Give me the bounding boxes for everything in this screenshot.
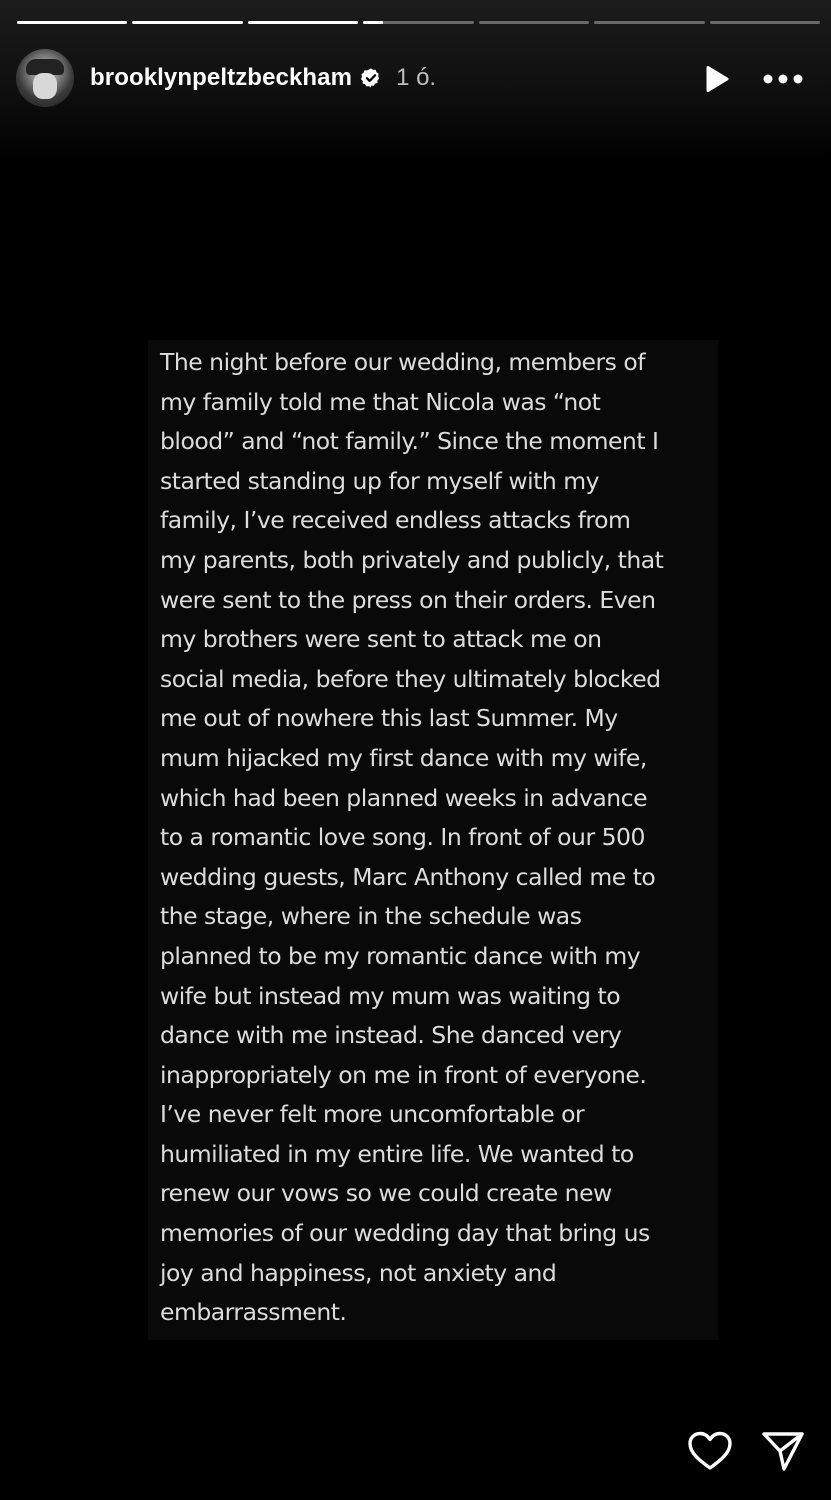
story-body-text: The night before our wedding, members of my family told me that Nicola was “not blood” and “not family.” Since the moment I started standing up for myself with my family, I’ve received endless attacks from my parents, both privately and publicly, that were sent to the press on their orders. Even my brothers were sent to attack me on social media, before they ultimately blocked me out of nowhere this last Summer. My mum hijacked my first dance with my wife, which had been planned weeks in advance to a romantic love song. In front of our 500 wedding guests, Marc Anthony called me to the stage, where in the schedule was planned to be my romantic dance with my wife but instead my mum was waiting to dance with me instead. She danced very inappropriately on me in front of everyone. I’ve never felt more uncomfortable or humiliated in my entire life. We wanted to renew our vows so we could create new memories of our wedding day that bring us joy and happiness, not anxiety and embarrassment.: [160, 348, 664, 1327]
progress-segment: [479, 21, 589, 24]
play-icon[interactable]: [703, 64, 731, 94]
progress-segment: [363, 21, 473, 24]
progress-segment: [17, 21, 127, 24]
post-timestamp: 1 ó.: [396, 64, 437, 91]
send-icon[interactable]: [760, 1428, 806, 1474]
progress-segment: [594, 21, 704, 24]
verified-badge-icon: [360, 67, 382, 89]
progress-segment-fill: [132, 21, 242, 24]
progress-segment-fill: [248, 21, 358, 24]
progress-segment: [710, 21, 820, 24]
progress-segment: [248, 21, 358, 24]
avatar[interactable]: [16, 49, 74, 107]
story-header: [16, 48, 816, 108]
story-progress-bar: [17, 21, 820, 25]
avatar-face: [33, 73, 57, 99]
heart-icon[interactable]: [687, 1430, 733, 1472]
more-horizontal-icon[interactable]: [762, 70, 804, 88]
username-link[interactable]: brooklynpeltzbeckham: [90, 64, 353, 91]
progress-segment: [132, 21, 242, 24]
progress-segment-fill: [17, 21, 127, 24]
progress-segment-fill: [363, 21, 383, 24]
